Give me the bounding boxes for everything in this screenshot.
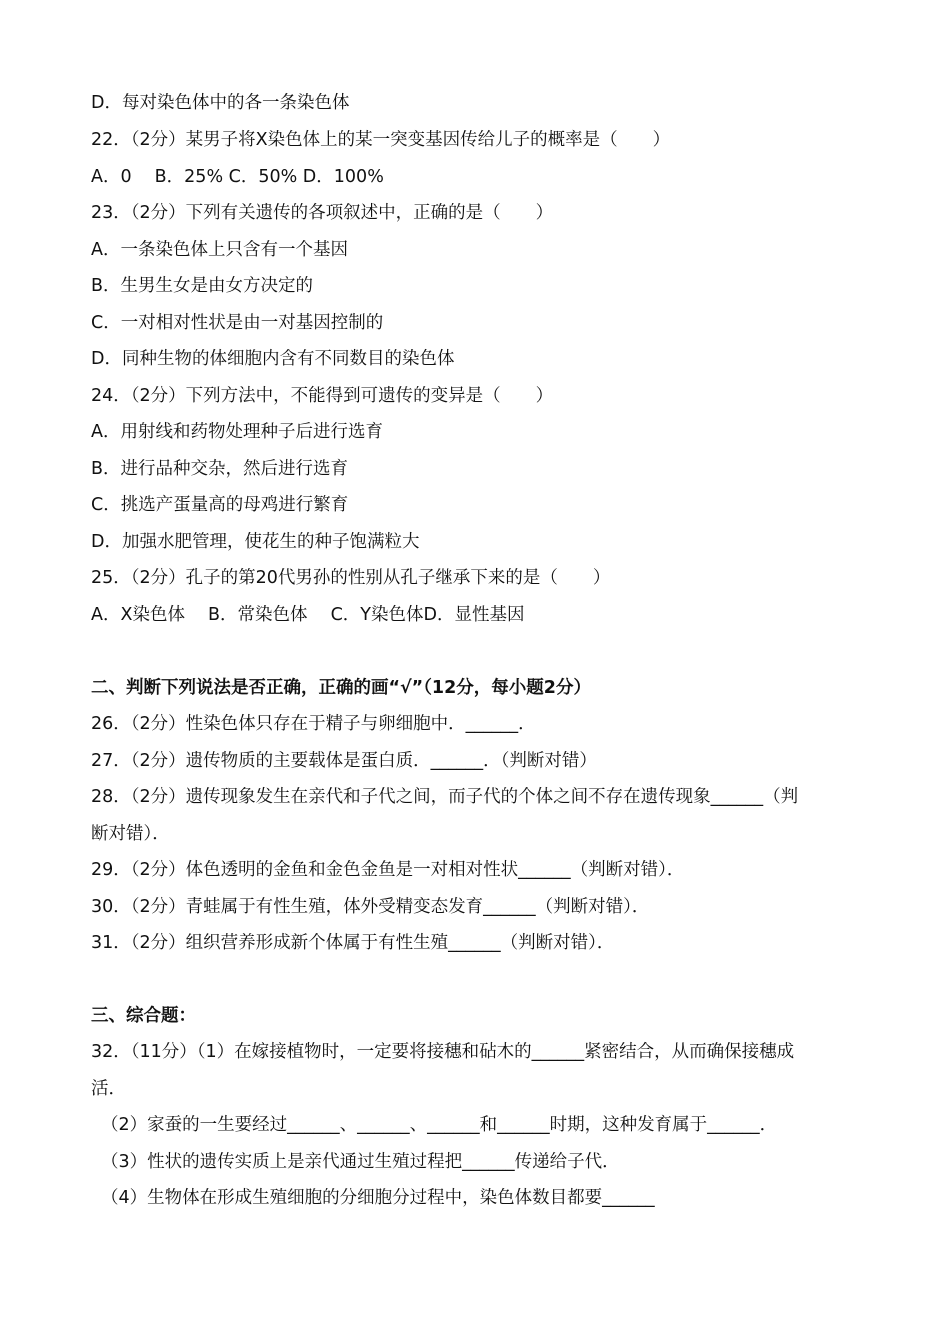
q25-options: A．X染色体 B．常染色体 C．Y染色体D．显性基因 [91,605,525,625]
q22-options: A．0 B．25% C．50% D．100% [91,167,384,187]
q32-line1: 32．（11分）（1）在嫁接植物时，一定要将接穗和砧木的______紧密结合，从而确保接穗成 [91,1042,795,1062]
q24-option-d: D．加强水肥管理，使花生的种子饱满粒大 [91,532,420,552]
q32-part2: （2）家蚕的一生要经过______、______、______和______时期，这种发育属于______． [101,1115,778,1135]
q24-stem: 24．（2分）下列方法中，不能得到可遗传的变异是（ ） [91,386,554,406]
section-2-heading: 二、判断下列说法是否正确，正确的画“√”（12分，每小题2分） [91,678,591,698]
q24-option-c: C．挑选产蛋量高的母鸡进行繁育 [91,495,349,515]
q29: 29．（2分）体色透明的金鱼和金色金鱼是一对相对性状______（判断对错）． [91,860,685,880]
q26: 26．（2分）性染色体只存在于精子与卵细胞中．______． [91,714,536,734]
q32-part4: （4）生物体在形成生殖细胞的分细胞分过程中，染色体数目都要______ [101,1188,655,1208]
q30: 30．（2分）青蛙属于有性生殖，体外受精变态发育______（判断对错）． [91,897,650,917]
q23-option-b: B．生男生女是由女方决定的 [91,276,314,296]
q21-option-d: D．每对染色体中的各一条染色体 [91,93,350,113]
q28-line2: 断对错）． [91,824,170,844]
q28-line1: 28．（2分）遗传现象发生在亲代和子代之间，而子代的个体之间不存在遗传现象______（判 [91,787,799,807]
q22-stem: 22．（2分）某男子将X染色体上的某一突变基因传给儿子的概率是（ ） [91,130,671,150]
q32-part3: （3）性状的遗传实质上是亲代通过生殖过程把______传递给子代． [101,1152,620,1172]
q32-line2: 活． [91,1079,126,1099]
q24-option-a: A．用射线和药物处理种子后进行选育 [91,422,383,442]
q24-option-b: B．进行品种交杂，然后进行选育 [91,459,349,479]
q23-option-a: A．一条染色体上只含有一个基因 [91,240,348,260]
q25-stem: 25．（2分）孔子的第20代男孙的性别从孔子继承下来的是（ ） [91,568,611,588]
q23-stem: 23．（2分）下列有关遗传的各项叙述中，正确的是（ ） [91,203,554,223]
q23-option-c: C．一对相对性状是由一对基因控制的 [91,313,384,333]
section-3-heading: 三、综合题： [91,1006,196,1026]
q27: 27．（2分）遗传物质的主要载体是蛋白质．______．（判断对错） [91,751,597,771]
q31: 31．（2分）组织营养形成新个体属于有性生殖______（判断对错）． [91,933,615,953]
q23-option-d: D．同种生物的体细胞内含有不同数目的染色体 [91,349,455,369]
